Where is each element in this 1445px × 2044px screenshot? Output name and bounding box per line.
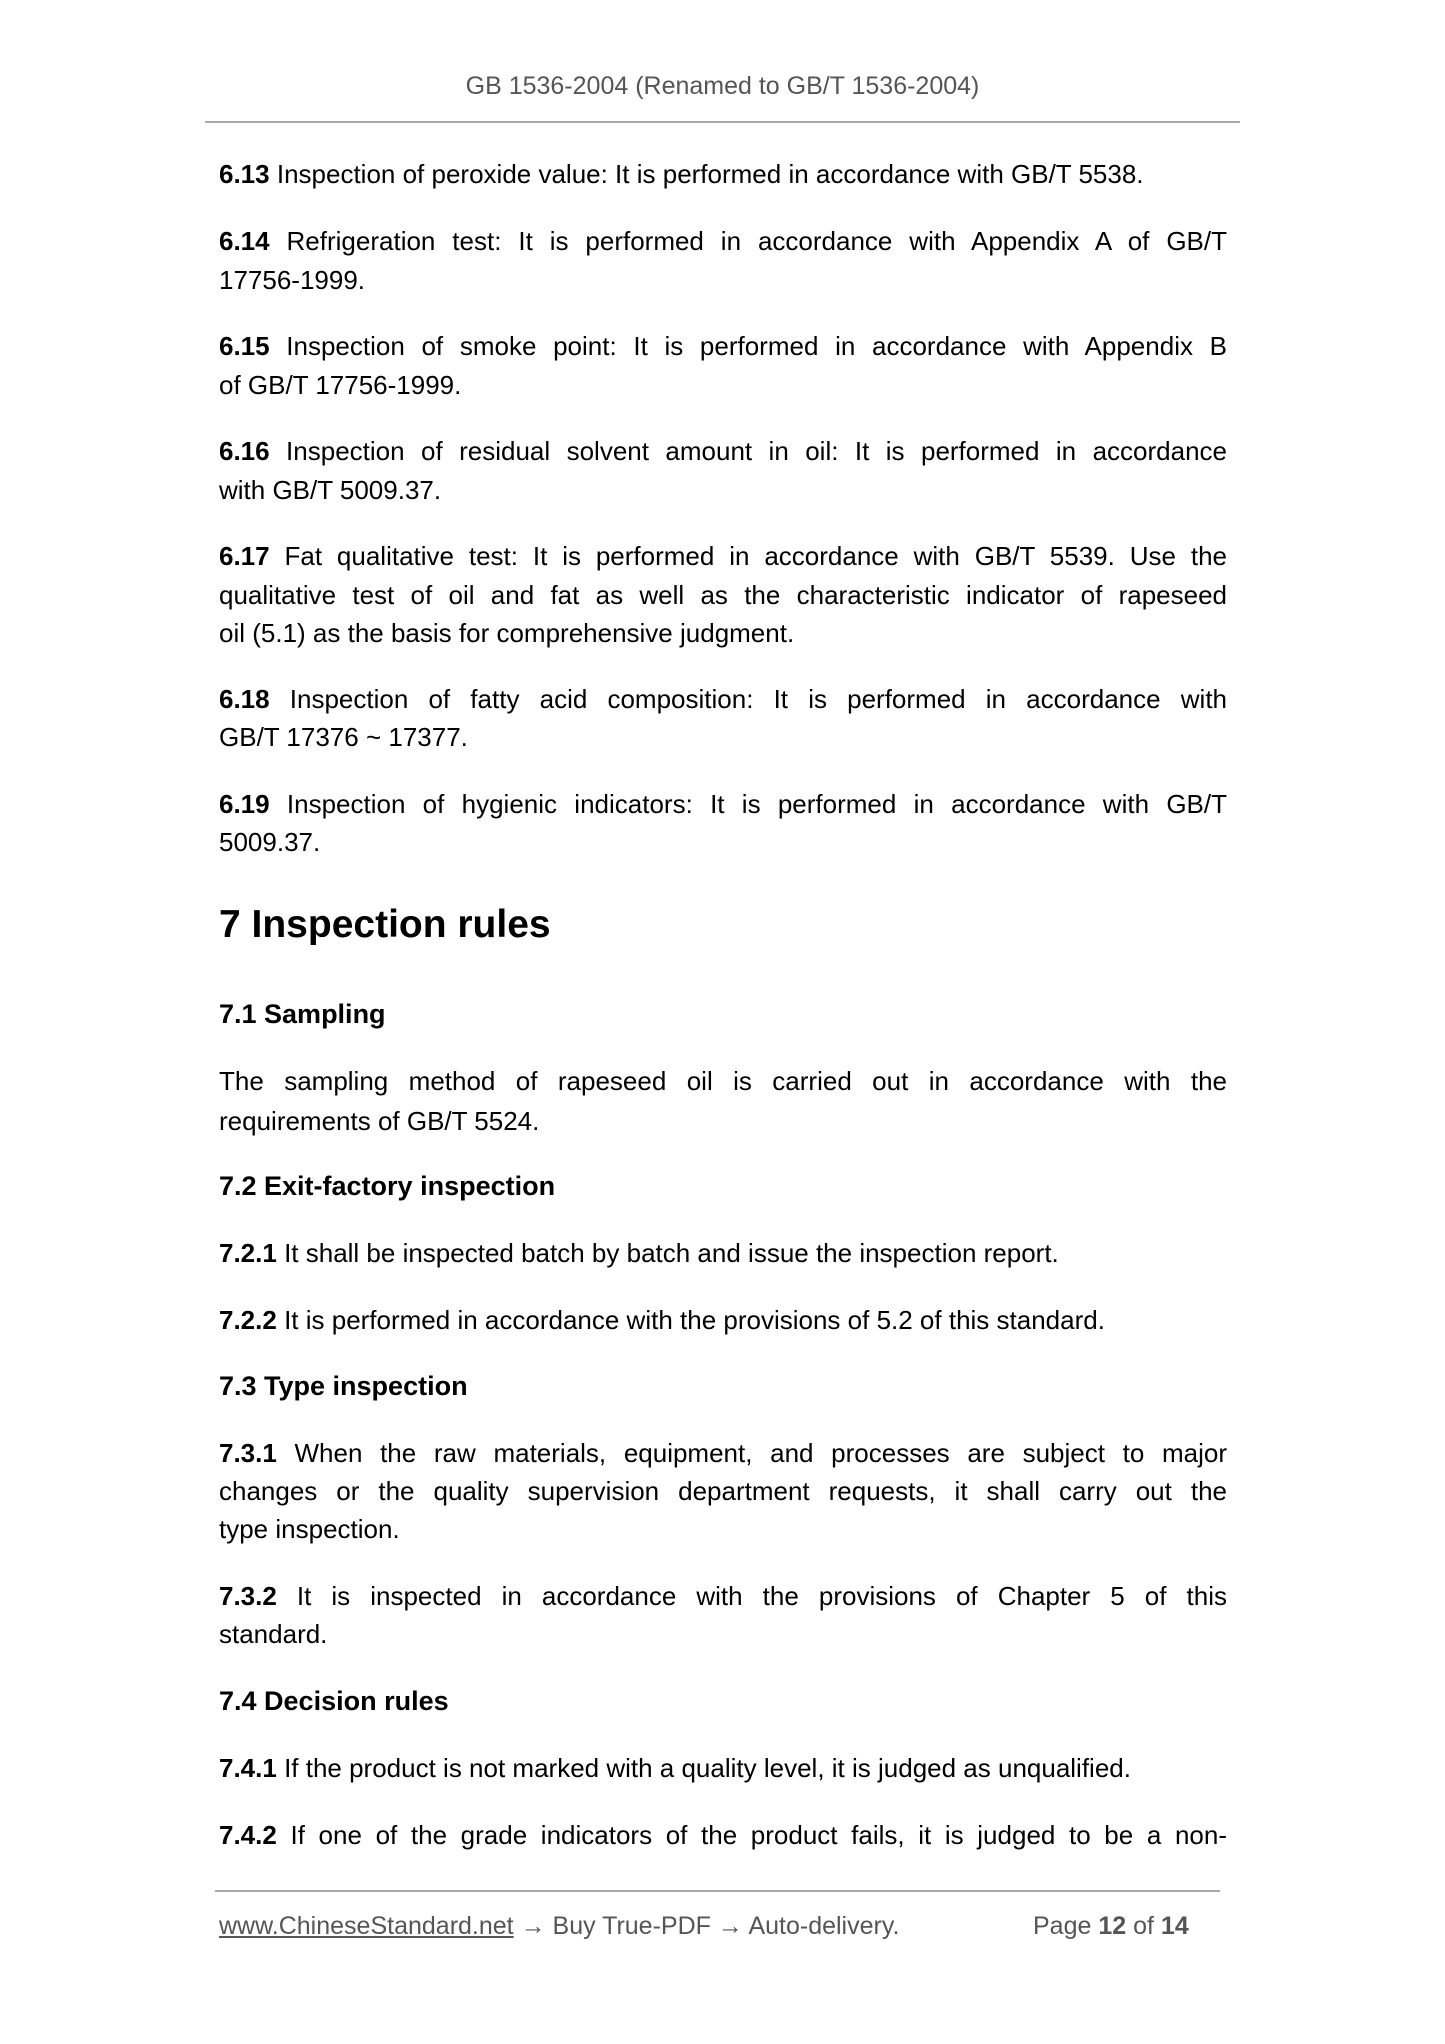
clause-number: 6.13	[219, 159, 270, 189]
section-heading-7-4: 7.4 Decision rules	[219, 1686, 449, 1716]
clause-7-3-1-cont: changes or the quality supervision department requests, it shall carry out the	[219, 1476, 1227, 1506]
current-page: 12	[1098, 1912, 1127, 1940]
clause-number: 6.14	[219, 226, 270, 256]
chapter-heading: 7 Inspection rules	[219, 903, 551, 946]
clause-6-19-cont: 5009.37.	[219, 827, 321, 857]
footer-divider	[215, 1890, 1220, 1892]
clause-text: Inspection of fatty acid composition: It is performed in accordance with	[289, 684, 1227, 714]
clause-number: 7.3.1	[219, 1438, 277, 1468]
clause-7-2-2	[219, 1301, 1227, 1339]
page-number	[1033, 1910, 1189, 1942]
clause-number: 7.4.1	[219, 1753, 277, 1783]
clause-6-19	[219, 785, 1227, 823]
clause-number: 6.16	[219, 436, 270, 466]
chinesestandard-link[interactable]: www.ChineseStandard.net	[219, 1912, 514, 1940]
clause-6-13	[219, 155, 1227, 193]
clause-text: It shall be inspected batch by batch and issue the inspection report.	[284, 1238, 1059, 1268]
arrow-right-icon: →	[717, 1912, 743, 1940]
clause-7-4-1	[219, 1749, 1227, 1787]
clause-text: If one of the grade indicators of the product fails, it is judged to be a non-	[290, 1820, 1227, 1850]
clause-6-16-cont: with GB/T 5009.37.	[219, 475, 442, 505]
clause-6-14-cont: 17756-1999.	[219, 265, 366, 295]
clause-text: When the raw materials, equipment, and processes are subject to major	[294, 1438, 1227, 1468]
clause-7-3-1	[219, 1434, 1227, 1472]
clause-7-3-2	[219, 1577, 1227, 1615]
clause-text: Inspection of hygienic indicators: It is performed in accordance with GB/T	[286, 789, 1227, 819]
clause-6-16	[219, 432, 1227, 470]
total-pages: 14	[1160, 1912, 1189, 1940]
auto-delivery-text: Auto-delivery.	[748, 1912, 900, 1940]
clause-number: 7.4.2	[219, 1820, 277, 1850]
of-label: of	[1133, 1912, 1154, 1940]
clause-number: 6.18	[219, 684, 270, 714]
clause-text: Inspection of residual solvent amount in oil: It is performed in accordance	[286, 436, 1227, 466]
clause-text: Inspection of peroxide value: It is performed in accordance with GB/T 5538.	[276, 159, 1144, 189]
section-heading-7-1: 7.1 Sampling	[219, 999, 386, 1029]
clause-number: 6.17	[219, 541, 270, 571]
clause-6-18-cont: GB/T 17376 ~ 17377.	[219, 722, 468, 752]
page-label: Page	[1033, 1912, 1092, 1940]
section-heading-7-2: 7.2 Exit-factory inspection	[219, 1171, 556, 1201]
buy-true-pdf-text: Buy True-PDF	[552, 1912, 711, 1940]
clause-6-15	[219, 327, 1227, 365]
clause-number: 6.19	[219, 789, 270, 819]
clause-number: 7.2.2	[219, 1305, 277, 1335]
sampling-paragraph-cont: requirements of GB/T 5524.	[219, 1106, 540, 1136]
clause-7-2-1	[219, 1234, 1227, 1272]
clause-number: 7.2.1	[219, 1238, 277, 1268]
clause-text: Refrigeration test: It is performed in accordance with Appendix A of GB/T	[286, 226, 1227, 256]
clause-7-3-2-cont: standard.	[219, 1619, 328, 1649]
clause-text: Inspection of smoke point: It is performed in accordance with Appendix B	[286, 331, 1227, 361]
clause-6-18	[219, 680, 1227, 718]
clause-6-17	[219, 537, 1227, 575]
page-header-title: GB 1536-2004 (Renamed to GB/T 1536-2004)	[465, 72, 980, 100]
clause-7-3-1-cont: type inspection.	[219, 1514, 400, 1544]
sampling-paragraph: The sampling method of rapeseed oil is carried out in accordance with the	[219, 1066, 1227, 1096]
section-heading-7-3: 7.3 Type inspection	[219, 1371, 468, 1401]
clause-text: It is inspected in accordance with the provisions of Chapter 5 of this	[296, 1581, 1227, 1611]
clause-6-14	[219, 222, 1227, 260]
clause-number: 7.3.2	[219, 1581, 277, 1611]
header-divider	[205, 121, 1240, 123]
clause-6-15-cont: of GB/T 17756-1999.	[219, 370, 462, 400]
clause-7-4-2	[219, 1816, 1227, 1854]
page-footer	[219, 1910, 1219, 1942]
clause-number: 6.15	[219, 331, 270, 361]
clause-text: Fat qualitative test: It is performed in accordance with GB/T 5539. Use the	[284, 541, 1227, 571]
clause-6-17-cont: oil (5.1) as the basis for comprehensive judgment.	[219, 618, 795, 648]
clause-6-17-cont: qualitative test of oil and fat as well as the characteristic indicator of rapeseed	[219, 580, 1227, 610]
clause-text: If the product is not marked with a quality level, it is judged as unqualified.	[284, 1753, 1131, 1783]
arrow-right-icon: →	[520, 1912, 546, 1940]
clause-text: It is performed in accordance with the provisions of 5.2 of this standard.	[284, 1305, 1105, 1335]
